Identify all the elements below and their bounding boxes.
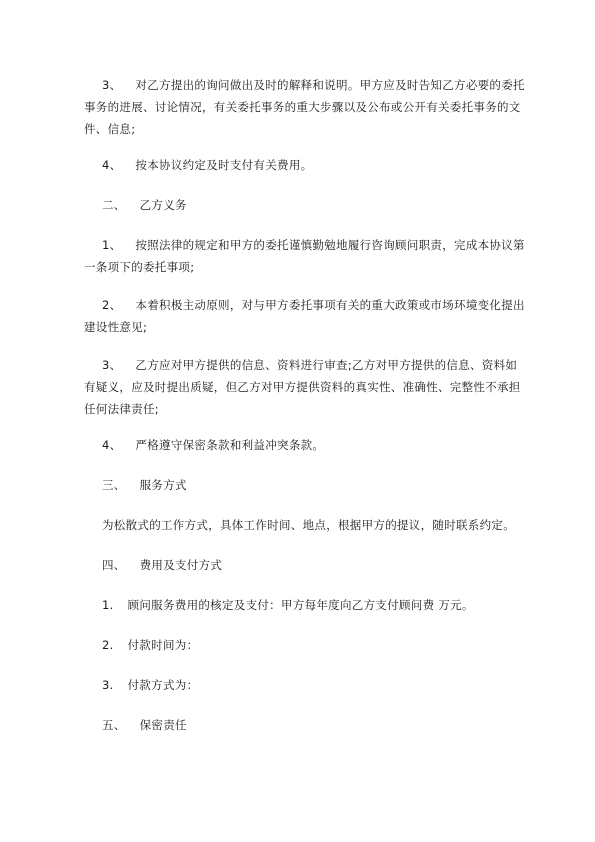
paragraph-number: 2. [102, 638, 114, 652]
paragraph-service-mode [102, 514, 527, 536]
paragraph-number: 3. [102, 678, 114, 692]
section-number: 四、 [102, 558, 126, 572]
paragraph-line: 付款时间为： [127, 638, 199, 652]
paragraph-number: 1、 [102, 238, 122, 252]
section-heading-5 [102, 714, 527, 736]
section-number: 二、 [102, 198, 126, 212]
paragraph-line: 付款方式为： [127, 678, 199, 692]
paragraph-line: 事务的进展、讨论情况，有关委托事务的重大步骤以及公布或公开有关委托事务的文 [84, 100, 521, 114]
paragraph-fee-2 [102, 634, 527, 656]
section-title: 服务方式 [139, 478, 187, 492]
paragraph-line: 严格遵守保密条款和利益冲突条款。 [135, 438, 325, 452]
paragraph-line: 建设性意见; [84, 320, 148, 334]
paragraph-line: 件、信息; [84, 122, 136, 136]
section-heading-2 [102, 194, 527, 216]
paragraph-line: 一条项下的委托事项; [84, 260, 195, 274]
paragraph-3-b [84, 354, 527, 420]
paragraph-line: 对乙方提出的询问做出及时的解释和说明。甲方应及时告知乙方必要的委托 [135, 78, 525, 92]
paragraph-line: 按照法律的规定和甲方的委托谨慎勤勉地履行咨询顾问职责，完成本协议第 [135, 238, 525, 252]
paragraph-number: 4、 [102, 158, 122, 172]
section-title: 乙方义务 [139, 198, 187, 212]
section-heading-3 [102, 474, 527, 496]
paragraph-line: 为松散式的工作方式，具体工作时间、地点，根据甲方的提议，随时联系约定。 [102, 518, 515, 532]
section-number: 五、 [102, 718, 126, 732]
paragraph-number: 2、 [102, 298, 122, 312]
paragraph-line: 有疑义，应及时提出质疑，但乙方对甲方提供资料的真实性、准确性、完整性不承担 [84, 380, 521, 394]
paragraph-line: 任何法律责任; [84, 402, 159, 416]
paragraph-line: 本着积极主动原则，对与甲方委托事项有关的重大政策或市场环境变化提出 [135, 298, 525, 312]
section-title: 费用及支付方式 [139, 558, 223, 572]
section-heading-4 [102, 554, 527, 576]
paragraph-4-a [102, 154, 527, 176]
section-title: 保密责任 [139, 718, 187, 732]
section-number: 三、 [102, 478, 126, 492]
paragraph-4-b [102, 434, 527, 456]
paragraph-line: 乙方应对甲方提供的信息、资料进行审查;乙方对甲方提供的信息、资料如 [135, 358, 518, 372]
paragraph-number: 4、 [102, 438, 122, 452]
paragraph-number: 3、 [102, 358, 122, 372]
paragraph-number: 3、 [102, 78, 122, 92]
paragraph-fee-3 [102, 674, 527, 696]
paragraph-2-b [84, 294, 527, 338]
paragraph-line: 按本协议约定及时支付有关费用。 [135, 158, 313, 172]
paragraph-fee-1 [102, 594, 527, 616]
paragraph-line: 顾问服务费用的核定及支付：甲方每年度向乙方支付顾问费 万元。 [127, 598, 474, 612]
paragraph-3-a [84, 74, 527, 140]
paragraph-number: 1. [102, 598, 114, 612]
paragraph-1-b [84, 234, 527, 278]
